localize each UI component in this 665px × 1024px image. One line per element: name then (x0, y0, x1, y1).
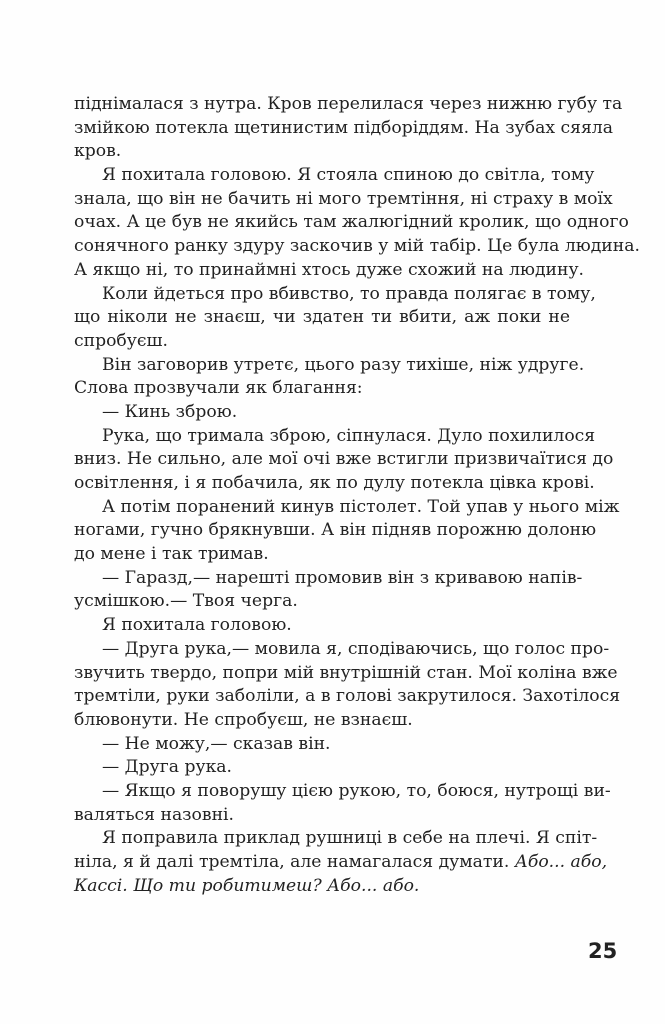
text-line: Я поправила приклад рушниці в себе на плечі. Я спіт- (102, 828, 598, 849)
text-line: А потім поранений кинув пістолет. Той упав у нього між (102, 496, 620, 517)
text-line: освітлення, і я побачила, як по дулу потекла цівка крові. (74, 473, 595, 493)
text-line: спробуєш. (74, 330, 168, 351)
page-number: 25 (588, 939, 618, 963)
text-line: очах. А це був не якийсь там жалюгідний кролик, що одного (74, 212, 629, 233)
text-line: — Якщо я поворушу цією рукою, то, боюся, нутрощі ви- (102, 780, 611, 801)
text-line: А якщо ні, то принаймні хтось дуже схожий на людину. (74, 259, 585, 280)
text-line: Він заговорив утретє, цього разу тихіше, ніж удруге. (102, 354, 585, 375)
text-line-34: Кассі. Що ти робитимеш? Або... або. (74, 875, 420, 896)
text-line: змійкою потекла щетинистим підборіддям. На зубах сяяла (74, 117, 613, 138)
text-line: — Не можу,— сказав він. (102, 733, 331, 754)
text-line: кров. (74, 141, 122, 162)
text-line: сонячного ранку здуру заскочив у мій табір. Це була людина. (74, 236, 640, 257)
text-line: тремтіли, руки заболіли, а в голові закрутилося. Захотілося (74, 686, 621, 707)
text-line: вниз. Не сильно, але мої очі вже встигли призвичаїтися до (74, 449, 614, 470)
text-line-33-italic: Або... або, (514, 852, 608, 872)
text-line-33-plain: ніла, я й далі тремтіла, але намагалася думати. (74, 852, 515, 872)
text-line: Коли йдеться про вбивство, то правда полягає в тому, (102, 283, 596, 304)
text-line: знала, що він не бачить ні мого тремтіння, ні страху в моїх (74, 188, 613, 209)
text-line: Я похитала головою. (102, 615, 292, 636)
body-text (74, 93, 640, 898)
text-line-33 (74, 851, 608, 875)
text-line: піднімалася з нутра. Кров перелилася через нижню губу та (74, 94, 623, 114)
text-line: до мене і так тримав. (74, 544, 269, 565)
text-line: Я похитала головою. Я стояла спиною до світла, тому (102, 165, 595, 186)
text-line: — Гаразд,— нарешті промовив він з кривавою напів- (102, 567, 583, 588)
text-line: Слова прозвучали як благання: (74, 378, 363, 399)
text-line: звучить твердо, попри мій внутрішній стан. Мої коліна вже (74, 662, 618, 683)
text-line: валяться назовні. (74, 804, 234, 825)
text-line: ногами, гучно брякнувши. А він підняв порожню долоню (74, 520, 597, 541)
text-line: — Друга рука,— мовила я, сподіваючись, що голос про- (102, 638, 610, 659)
text-line: блювонути. Не спробуєш, не взнаєш. (74, 709, 413, 730)
text-line: Рука, що тримала зброю, сіпнулася. Дуло похилилося (102, 425, 596, 446)
text-line: що ніколи не знаєш, чи здатен ти вбити, аж поки не (74, 307, 570, 328)
text-line: — Друга рука. (102, 757, 233, 778)
text-line: — Кинь зброю. (102, 401, 238, 422)
text-line: усмішкою.— Твоя черга. (74, 591, 298, 612)
